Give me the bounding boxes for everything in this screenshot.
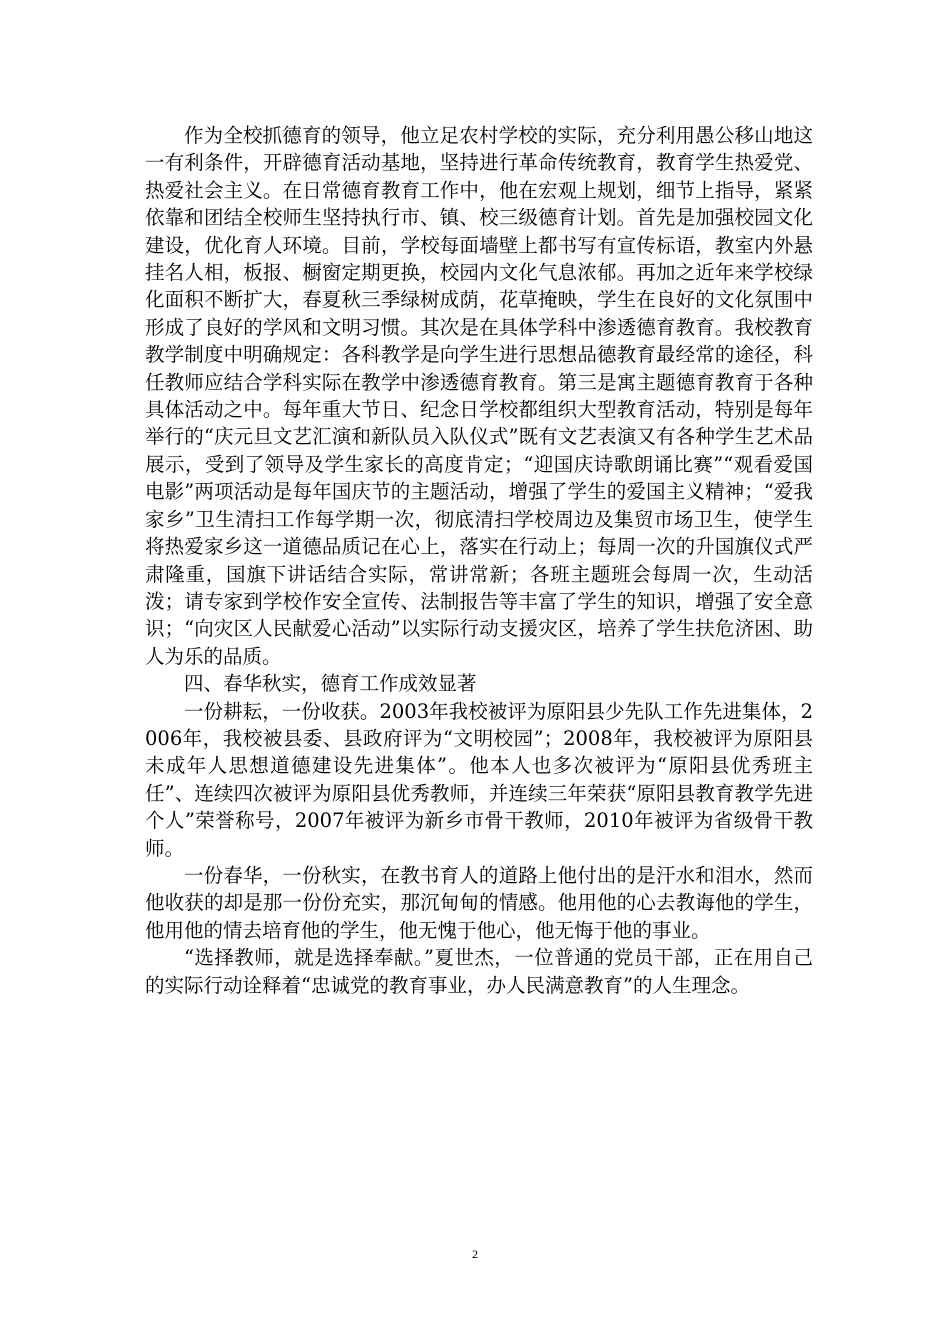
paragraph-conclusion: “选择教师，就是选择奉献。”夏世杰，一位普通的党员干部，正在用自己的实际行动诠释着“忠诚党的教育事业，办人民满意教育”的人生理念。 [145,946,813,997]
page-body [145,122,813,999]
page-number: 2 [472,1247,478,1261]
paragraph-honors: 一份耕耘，一份收获。2003年我校被评为原阳县少先队工作先进集体，2006年，我校被县委、县政府评为“文明校园”；2008年，我校被评为原阳县未成年人思想道德建设先进集体”。他本人也多次被评为“原阳县优秀班主任”、连续四次被评为原阳县优秀教师，并连续三年荣获“原阳县教育教学先进个人”荣誉称号，2007年被评为新乡市骨干教师，2010年被评为省级骨干教师。 [145,699,813,860]
paragraph-moral-education-work: 作为全校抓德育的领导，他立足农村学校的实际，充分利用愚公移山地这一有利条件，开辟德育活动基地，坚持进行革命传统教育，教育学生热爱党、热爱社会主义。在日常德育教育工作中，他在宏观上规划，细节上指导，紧紧依靠和团结全校师生坚持执行市、镇、校三级德育计划。首先是加强校园文化建设，优化育人环境。目前，学校每面墙壁上都书写有宣传标语，教室内外悬挂名人相，板报、橱窗定期更换，校园内文化气息浓郁。再加之近年来学校绿化面积不断扩大，春夏秋三季绿树成荫，花草掩映，学生在良好的文化氛围中形成了良好的学风和文明习惯。其次是在具体学科中渗透德育教育。我校教育教学制度中明确规定：各科教学是向学生进行思想品德教育最经常的途径，科任教师应结合学科实际在教学中渗透德育教育。第三是寓主题德育教育于各种具体活动之中。每年重大节日、纪念日学校都组织大型教育活动，特别是每年举行的“庆元旦文艺汇演和新队员入队仪式”既有文艺表演又有各种学生艺术品展示，受到了领导及学生家长的高度肯定；“迎国庆诗歌朗诵比赛”“观看爱国电影”两项活动是每年国庆节的主题活动，增强了学生的爱国主义精神；“爱我家乡”卫生清扫工作每学期一次，彻底清扫学校周边及集贸市场卫生，使学生将热爱家乡这一道德品质记在心上，落实在行动上；每周一次的升国旗仪式严肃隆重，国旗下讲话结合实际，常讲常新；各班主题班会每周一次，生动活泼；请专家到学校作安全宣传、法制报告等丰富了学生的知识，增强了安全意识；“向灾区人民献爱心活动”以实际行动支援灾区，培养了学生扶危济困、助人为乐的品质。 [145,124,813,668]
section-heading-results: 四、春华秋实，德育工作成效显著 [184,672,477,696]
paragraph-dedication: 一份春华，一份秋实，在教书育人的道路上他付出的是汗水和泪水，然而他收获的却是那一份份充实，那沉甸甸的情感。他用他的心去教诲他的学生，他用他的情去培育他的学生，他无愧于他心，他无悔于他的事业。 [145,863,813,942]
